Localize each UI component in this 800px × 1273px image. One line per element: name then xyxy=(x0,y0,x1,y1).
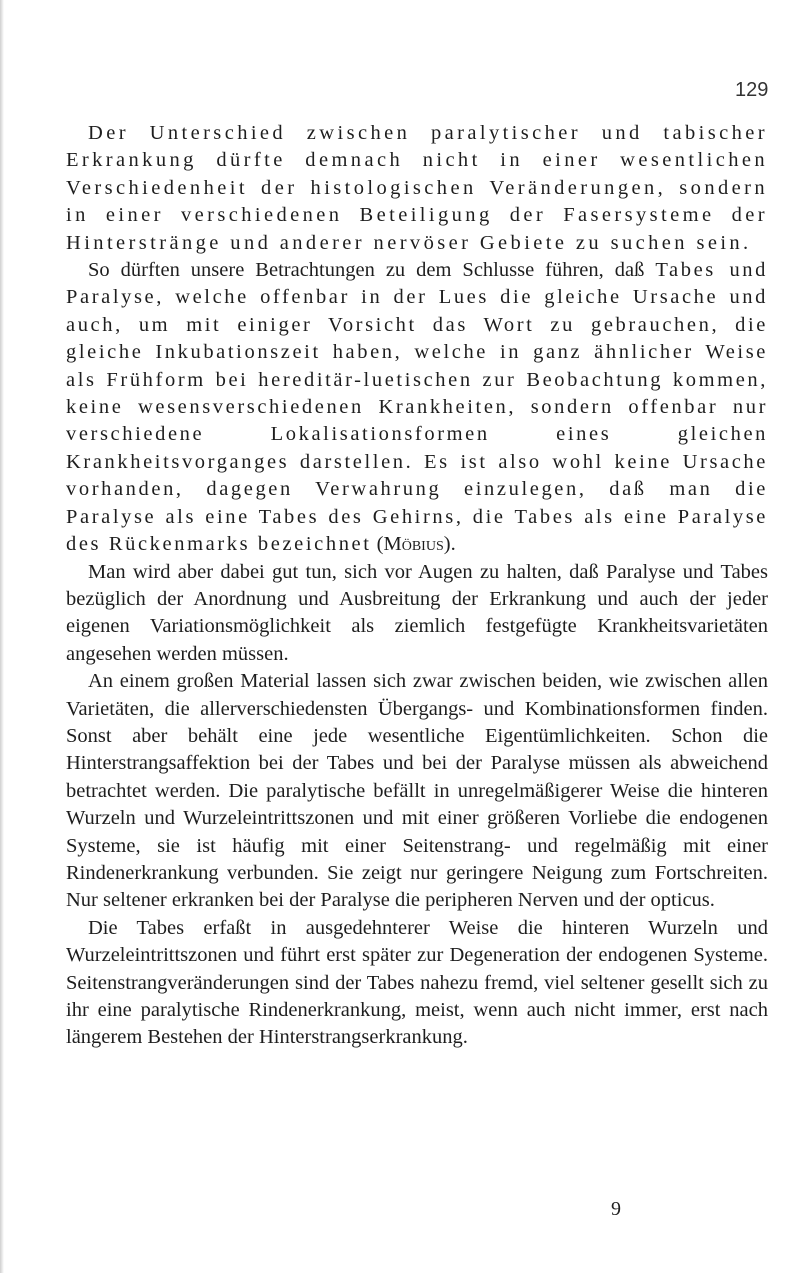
text-run: Die Tabes erfaßt in ausgedehnterer Weise die hinteren Wurzeln und Wurzeleintrittszonen und führt erst später zur Degeneration der endogenen Systeme. Seitenstrangveränderungen sind der Tabes nahezu fremd, viel seltener gesellt sich zu ihr eine paralytische Rindenerkrankung, meist, wenn auch nicht immer, erst nach längerem Bestehen der Hinterstrangserkrankung. xyxy=(66,916,768,1049)
text-run: So dürften unsere Betrachtungen zu dem Schlusse führen, daß xyxy=(88,259,656,282)
paragraph-5 xyxy=(66,915,768,1052)
text-run: ). xyxy=(443,533,456,556)
page-number: 129 xyxy=(735,79,769,101)
text-run: An einem großen Material lassen sich zwar zwischen beiden, wie zwischen allen Varietäten, die allerverschiedensten Übergangs- und Kombinationsformen finden. Sonst aber behält eine jede wesentliche Eigentümlichkeiten. Schon die Hinterstrangsaffektion bei der Tabes und bei der Paralyse müssen als abweichend betrachtet werden. Die paralytische befällt in unregelmäßigerer Weise die hinteren Wurzeln und Wurzeleintrittszonen und mit einer größeren Vorliebe die endogenen Systeme, sie ist häufig mit einer Seitenstrang- und regelmäßig mit einer Rindenerkrankung verbunden. Sie zeigt nur geringere Neigung zum Fortschreiten. Nur seltener erkranken bei der Paralyse die peripheren Nerven und der opticus. xyxy=(66,670,768,912)
paragraph-2 xyxy=(66,257,768,558)
body-text xyxy=(66,120,768,1052)
paragraph-3 xyxy=(66,559,768,669)
paragraph-4 xyxy=(66,668,768,915)
spaced-text: Tabes und Paralyse, welche offenbar in der Lues die gleiche Ursache und auch, um mit einiger Vorsicht das Wort zu gebrauchen, die gleiche Inkubationszeit haben, welche in ganz ähnlicher Weise als Frühform bei hereditär-luetischen zur Beobachtung kommen, keine wesensverschiedenen Krankheiten, sondern offenbar nur verschiedene Lokalisationsformen eines gleichen Krankheitsvorganges darstellen. Es ist also wohl keine Ursache vorhanden, dagegen Verwahrung einzulegen, daß man die Paralyse als eine Tabes des Gehirns, die Tabes als eine Paralyse des Rückenmarks bezeichnet xyxy=(66,259,768,556)
paragraph-1 xyxy=(66,120,768,257)
author-name: Möbius xyxy=(383,533,444,556)
signature-mark: 9 xyxy=(611,1198,621,1220)
spaced-text: Der Unterschied zwischen paralytischer und tabischer Erkrankung dürfte demnach nicht in einer wesentlichen Verschiedenheit der histologischen Veränderungen, sondern in einer verschiedenen Beteiligung der Fasersysteme der Hinterstränge und anderer nervöser Gebiete zu suchen sein. xyxy=(66,122,768,254)
text-run: Man wird aber dabei gut tun, sich vor Augen zu halten, daß Paralyse und Tabes bezüglich der Anordnung und Ausbreitung der Erkrankung und auch der jeder eigenen Variationsmöglichkeit als ziemlich festgefügte Krankheitsvarietäten angesehen werden müssen. xyxy=(66,560,768,665)
text-run: ( xyxy=(371,533,384,556)
page-binding-shadow xyxy=(0,0,4,1273)
